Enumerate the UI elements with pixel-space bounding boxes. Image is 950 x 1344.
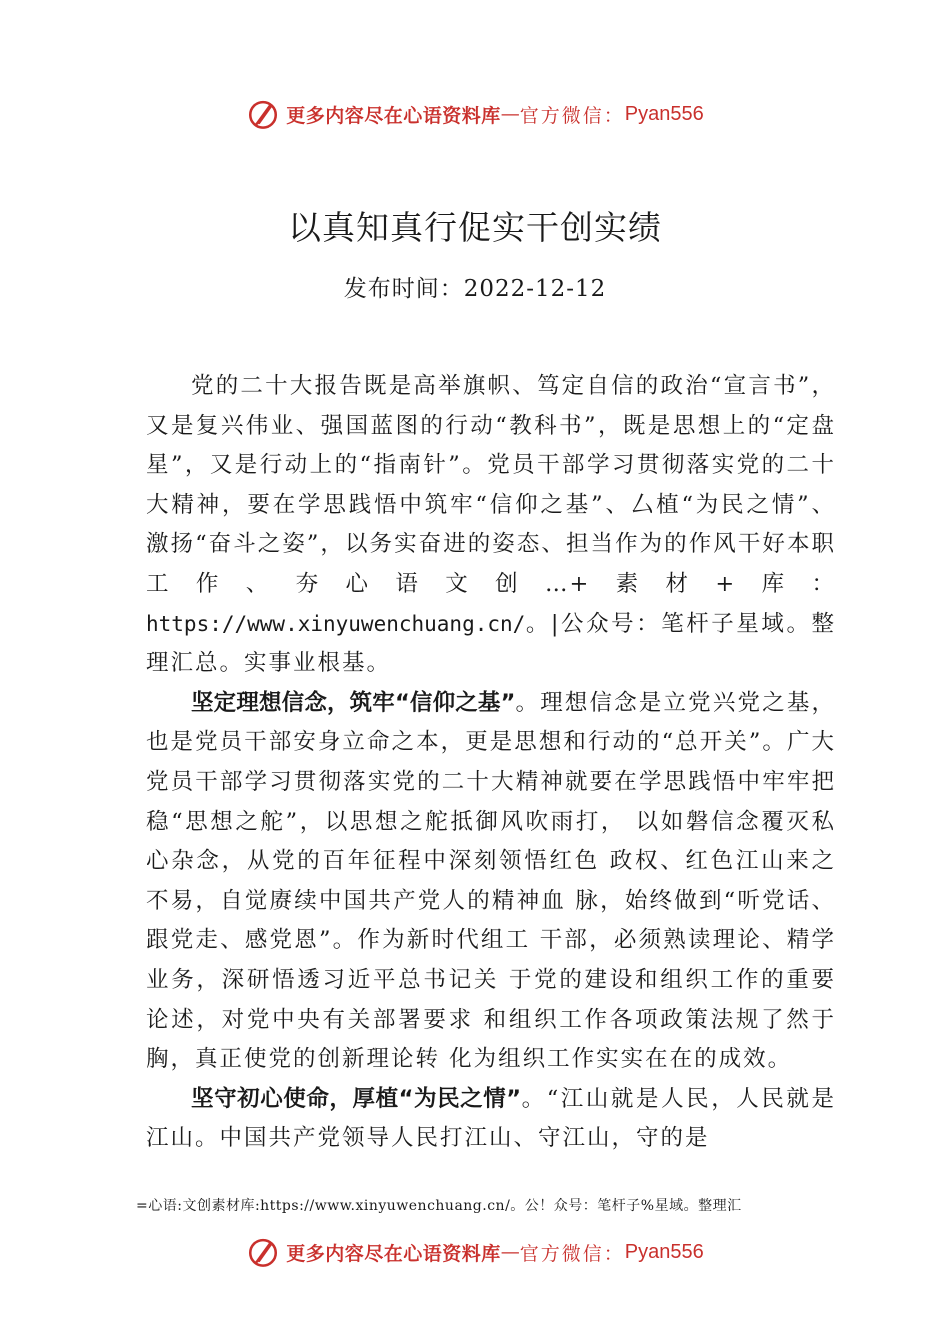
paragraph-2-text: 。理想信念是立党兴党之基，也是党员干部安身立命之本，更是思想和行动的“总开关”。广大党员干部学习贯彻落实党的二十大精神就要在学思践悟中牢牢把稳“思想之舵”，以思想之舵抵御风吹雨打， 以如磐信念覆灭私心杂念，从党的百年征程中深刻领悟红色 政权、红色江山来之不易，自觉赓续中国共产党人的精神血 脉，始终做到“听党话、跟党走、感党恩”。作为新时代组工 干部，必须熟读理论、精学业务，深研悟透习近平总书记关 于党的建设和组织工作的重要论述，对党中央有关部署要求 和组织工作各项政策法规了然于胸，真正使党的创新理论转 化为组织工作实实在在的成效。 <box>146 689 836 1073</box>
section-heading-2: 坚守初心使命，厚植“为民之情” <box>191 1085 522 1112</box>
banner-wechat-label: 官方微信： <box>519 1242 625 1265</box>
paragraph-1-tail: 。|公众号：笔杆子星域。整理汇总。实事业根基。 <box>146 610 836 677</box>
header-banner <box>0 94 950 134</box>
banner-wechat-label: 官方微信： <box>519 104 625 127</box>
paragraph-1 <box>146 367 836 684</box>
brush-logo-icon <box>246 97 280 131</box>
section-heading-1: 坚定理想信念，筑牢“信仰之基” <box>191 689 516 716</box>
article-body <box>146 367 836 1159</box>
brush-logo-icon <box>246 1235 280 1269</box>
footer-banner <box>0 1232 950 1272</box>
page-title: 以真知真行促实干创实绩 <box>288 208 662 247</box>
paragraph-3 <box>146 1080 836 1159</box>
banner-wechat-id: Pyan556 <box>624 1240 704 1263</box>
paragraph-2 <box>146 684 836 1080</box>
paragraph-3-text: 。“江山就是人民，人民就是江山。中国共产党领导人民打江山、守江山，守的是 <box>146 1085 836 1152</box>
banner-wechat-id: Pyan556 <box>624 102 704 125</box>
paragraph-1-text: 党的二十大报告既是高举旗帜、笃定自信的政治“宣言书”，又是复兴伟业、强国蓝图的行动“教科书”，既是思想上的“定盘星”，又是行动上的“指南针”。党员干部学习贯彻落实党的二十大精神，要在学思践悟中筑牢“信仰之基”、厶植“为民之情”、激扬“奋斗之姿”，以务实奋进的姿态、担当作为的作风干好本职工作、夯心语文创…+素材+库： <box>146 373 836 597</box>
source-url-link[interactable]: https://www.xinyuwenchuang.cn/ <box>146 611 526 636</box>
publish-date: 发布时间：2022-12-12 <box>343 276 607 302</box>
banner-brand: 更多内容尽在心语资料库 <box>286 1242 501 1265</box>
footer-note: =心语:文创素材库:https://www.xinyuwenchuang.cn/。公！众号：笔杆子%星域。整理汇 <box>136 1198 742 1214</box>
banner-dash: — <box>500 1241 520 1263</box>
banner-brand: 更多内容尽在心语资料库 <box>286 104 501 127</box>
banner-dash: — <box>500 103 520 125</box>
